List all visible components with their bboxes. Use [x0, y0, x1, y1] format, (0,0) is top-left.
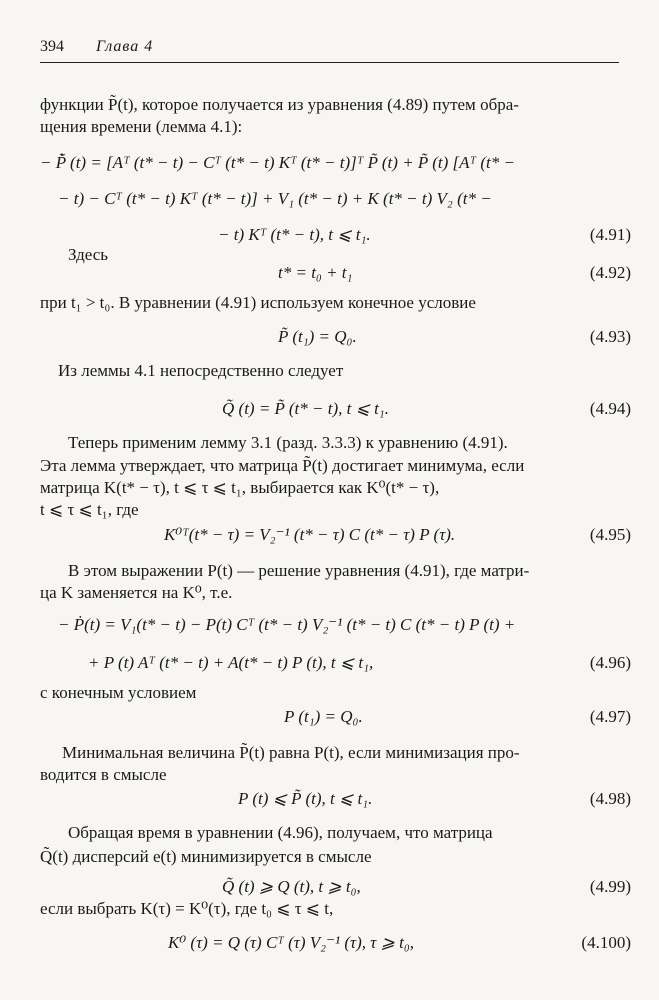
equation-number: (4.98) [589, 789, 631, 808]
equation-line: − t) − Cᵀ (t* − t) Kᵀ (t* − t)] + V₁ (t* − t) + K (t* − t) V₂ (t* − [58, 189, 492, 208]
equation-number: (4.93) [589, 327, 631, 346]
equation-number: (4.96) [589, 653, 631, 672]
text-line: Q̃(t) дисперсий e(t) минимизируется в смысле [40, 847, 372, 866]
text-line: функции P̃(t), которое получается из уравнения (4.89) путем обра- [40, 95, 519, 114]
equation-line: − P̃̇ (t) = [Aᵀ (t* − t) − Cᵀ (t* − t) Kᵀ (t* − t)]ᵀ P̃ (t) + P̃ (t) [Aᵀ (t* − [40, 153, 515, 172]
equation-line: P (t) ⩽ P̃ (t), t ⩽ t₁. [238, 789, 373, 808]
equation-line: − t) Kᵀ (t* − t), t ⩽ t₁. [218, 225, 371, 244]
text-line: если выбрать K(τ) = K⁰(τ), где t₀ ⩽ τ ⩽ t, [40, 899, 334, 918]
equation-line: + P (t) Aᵀ (t* − t) + A(t* − t) P (t), t ⩽ t₁, [88, 653, 374, 672]
text-line: щения времени (лемма 4.1): [40, 117, 243, 136]
equation-number: (4.95) [589, 525, 631, 544]
equation-number: (4.94) [589, 399, 631, 418]
text-line: водится в смысле [40, 765, 167, 784]
text-line: Здесь [68, 245, 109, 264]
text-line: Обращая время в уравнении (4.96), получаем, что матрица [68, 823, 493, 842]
text-line: при t₁ > t₀. В уравнении (4.91) используем конечное условие [40, 293, 476, 312]
text-line: Эта лемма утверждает, что матрица P̃(t) достигает минимума, если [40, 456, 525, 475]
equation-line: Q̃ (t) ⩾ Q (t), t ⩾ t₀, [222, 877, 361, 896]
equation-line: Q̃ (t) = P̃ (t* − t), t ⩽ t₁. [222, 399, 389, 418]
page-number: 394 [40, 38, 64, 55]
equation-number: (4.91) [589, 225, 631, 244]
text-line: матрица K(t* − τ), t ⩽ τ ⩽ t₁, выбирается как K⁰(t* − τ), [40, 478, 440, 497]
chapter-title: Глава 4 [96, 38, 154, 55]
text-line: Минимальная величина P̃(t) равна P(t), если минимизация про- [62, 743, 520, 762]
equation-number: (4.100) [581, 933, 631, 952]
text-line: t ⩽ τ ⩽ t₁, где [40, 500, 139, 519]
text-line: Из леммы 4.1 непосредственно следует [58, 361, 344, 380]
equation-line: K⁰ᵀ(t* − τ) = V₂⁻¹ (t* − τ) C (t* − τ) P (τ). [164, 525, 456, 544]
running-header [40, 38, 619, 63]
equation-number: (4.92) [589, 263, 631, 282]
equation-number: (4.97) [589, 707, 631, 726]
text-line: В этом выражении P(t) — решение уравнения (4.91), где матри- [68, 561, 530, 580]
equation-line: P̃ (t₁) = Q₀. [278, 327, 357, 346]
equation-line: P (t₁) = Q₀. [284, 707, 363, 726]
text-line: с конечным условием [40, 683, 197, 702]
equation-line: K⁰ (τ) = Q (τ) Cᵀ (τ) V₂⁻¹ (τ), τ ⩾ t₀, [168, 933, 415, 952]
equation-number: (4.99) [589, 877, 631, 896]
equation-line: − Ṗ(t) = V₁(t* − t) − P(t) Cᵀ (t* − t) V₂⁻¹ (t* − t) C (t* − t) P (t) + [58, 615, 516, 634]
equation-line: t* = t₀ + t₁ [278, 263, 353, 282]
text-line: ца K заменяется на K⁰, т.е. [40, 583, 233, 602]
text-line: Теперь применим лемму 3.1 (разд. 3.3.3) к уравнению (4.91). [68, 433, 508, 452]
